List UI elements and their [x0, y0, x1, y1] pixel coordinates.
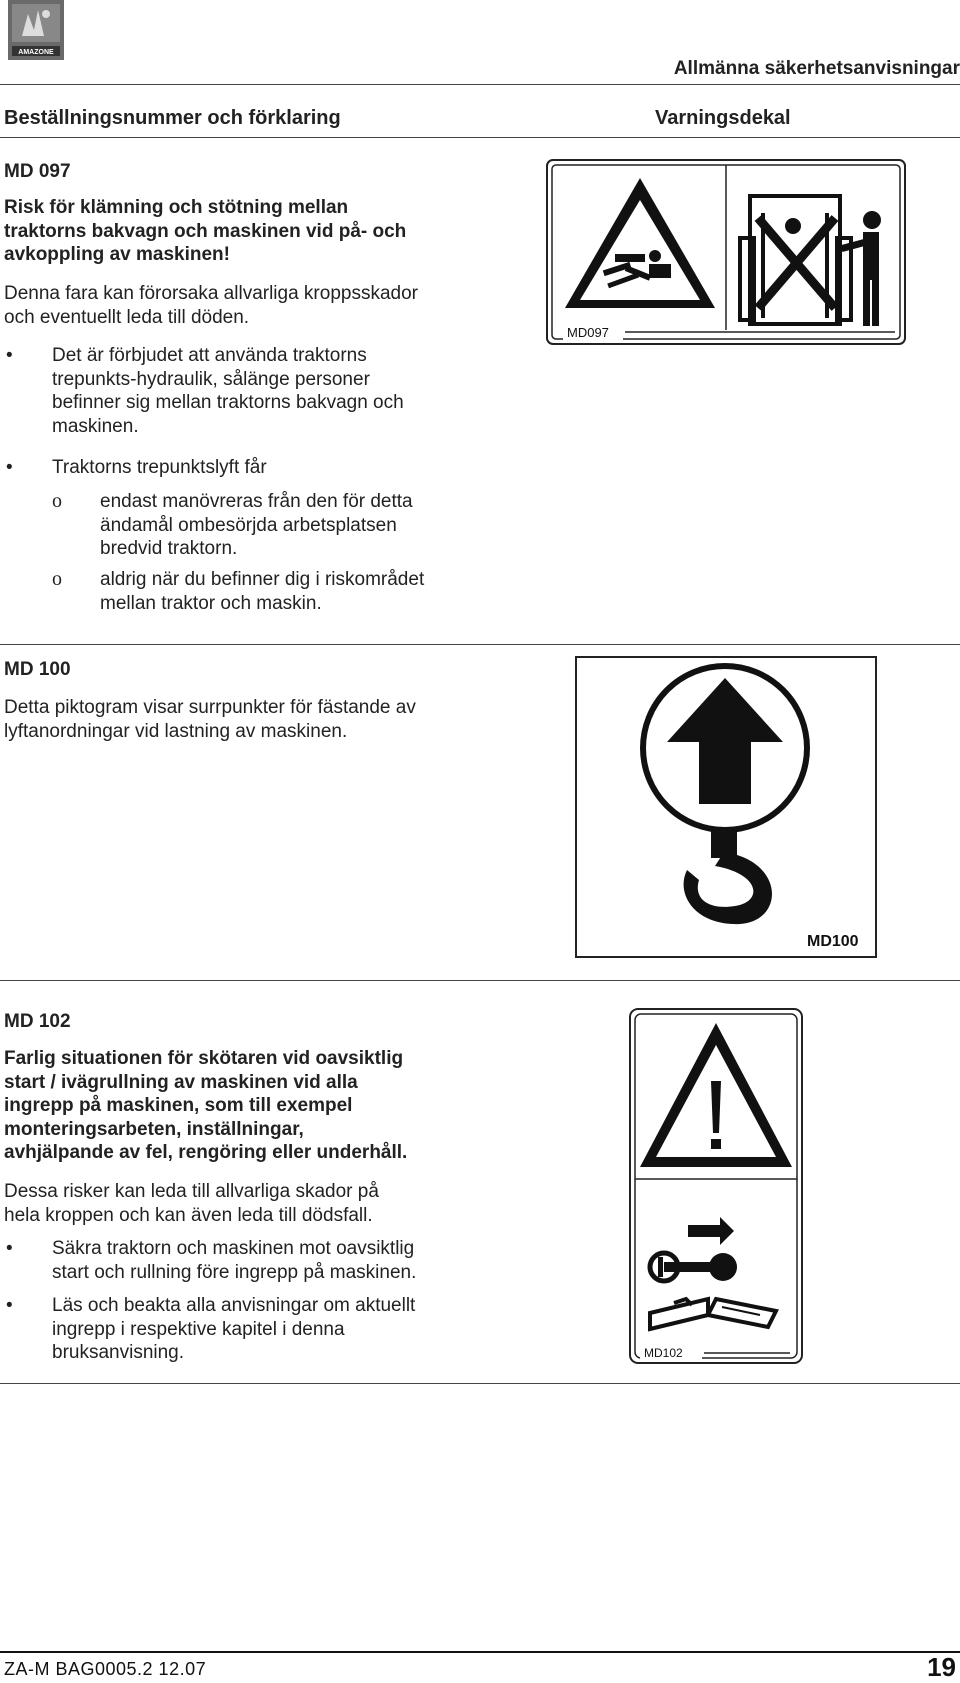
bullet-marker: • — [6, 457, 13, 478]
md097-warning: Risk för klämning och stötning mellan traktorns bakvagn och maskinen vid på- och avkoppling av maskinen! — [4, 197, 407, 265]
header-divider — [0, 84, 960, 85]
sub-bullet-marker: o — [52, 568, 62, 590]
md102-code: MD 102 — [4, 1011, 71, 1032]
sub-bullet-marker: o — [52, 490, 62, 512]
bullet-marker: • — [6, 1295, 13, 1316]
section-title: Allmänna säkerhetsanvisningar — [673, 58, 960, 79]
md097-consequence: Denna fara kan förorsaka allvarliga kroppsskador och eventuellt leda till döden. — [4, 283, 418, 328]
md100-code: MD 100 — [4, 659, 71, 680]
document-reference: ZA-M BAG0005.2 12.07 — [4, 1659, 207, 1679]
bullet-marker: • — [6, 345, 13, 366]
md100-decal-label: MD100 — [807, 933, 859, 950]
md097-decal-label: MD097 — [567, 325, 609, 340]
md102-warning: Farlig situationen för skötaren vid oavsiktlig start / ivägrullning av maskinen vid alla ingrepp på maskinen, som till exempel monteringsarbeten, inställningar, avhjälpande av fel, rengöring eller underhåll. — [4, 1048, 408, 1163]
md102-decal — [628, 1007, 804, 1365]
column-heading-divider — [0, 137, 960, 138]
md102-decal-label: MD102 — [644, 1346, 683, 1360]
column-heading-left: Beställningsnummer och förklaring — [4, 107, 341, 129]
section-divider-3 — [0, 1383, 960, 1384]
bullet-marker: • — [6, 1238, 13, 1259]
section-divider-1 — [0, 644, 960, 645]
page-number: 19 — [927, 1652, 956, 1682]
md097-decal — [545, 158, 907, 346]
logo-text: AMAZONE — [18, 49, 54, 56]
amazone-logo — [8, 0, 64, 60]
section-divider-2 — [0, 980, 960, 981]
md102-consequence: Dessa risker kan leda till allvarliga skador på hela kroppen och kan även leda till dödsfall. — [4, 1181, 379, 1226]
footer-divider — [0, 1651, 960, 1653]
md100-decal — [575, 656, 877, 958]
md100-description: Detta piktogram visar surrpunkter för fästande av lyftanordningar vid lastning av maskinen. — [4, 697, 416, 742]
column-heading-right: Varningsdekal — [655, 107, 791, 129]
md097-code: MD 097 — [4, 161, 71, 182]
